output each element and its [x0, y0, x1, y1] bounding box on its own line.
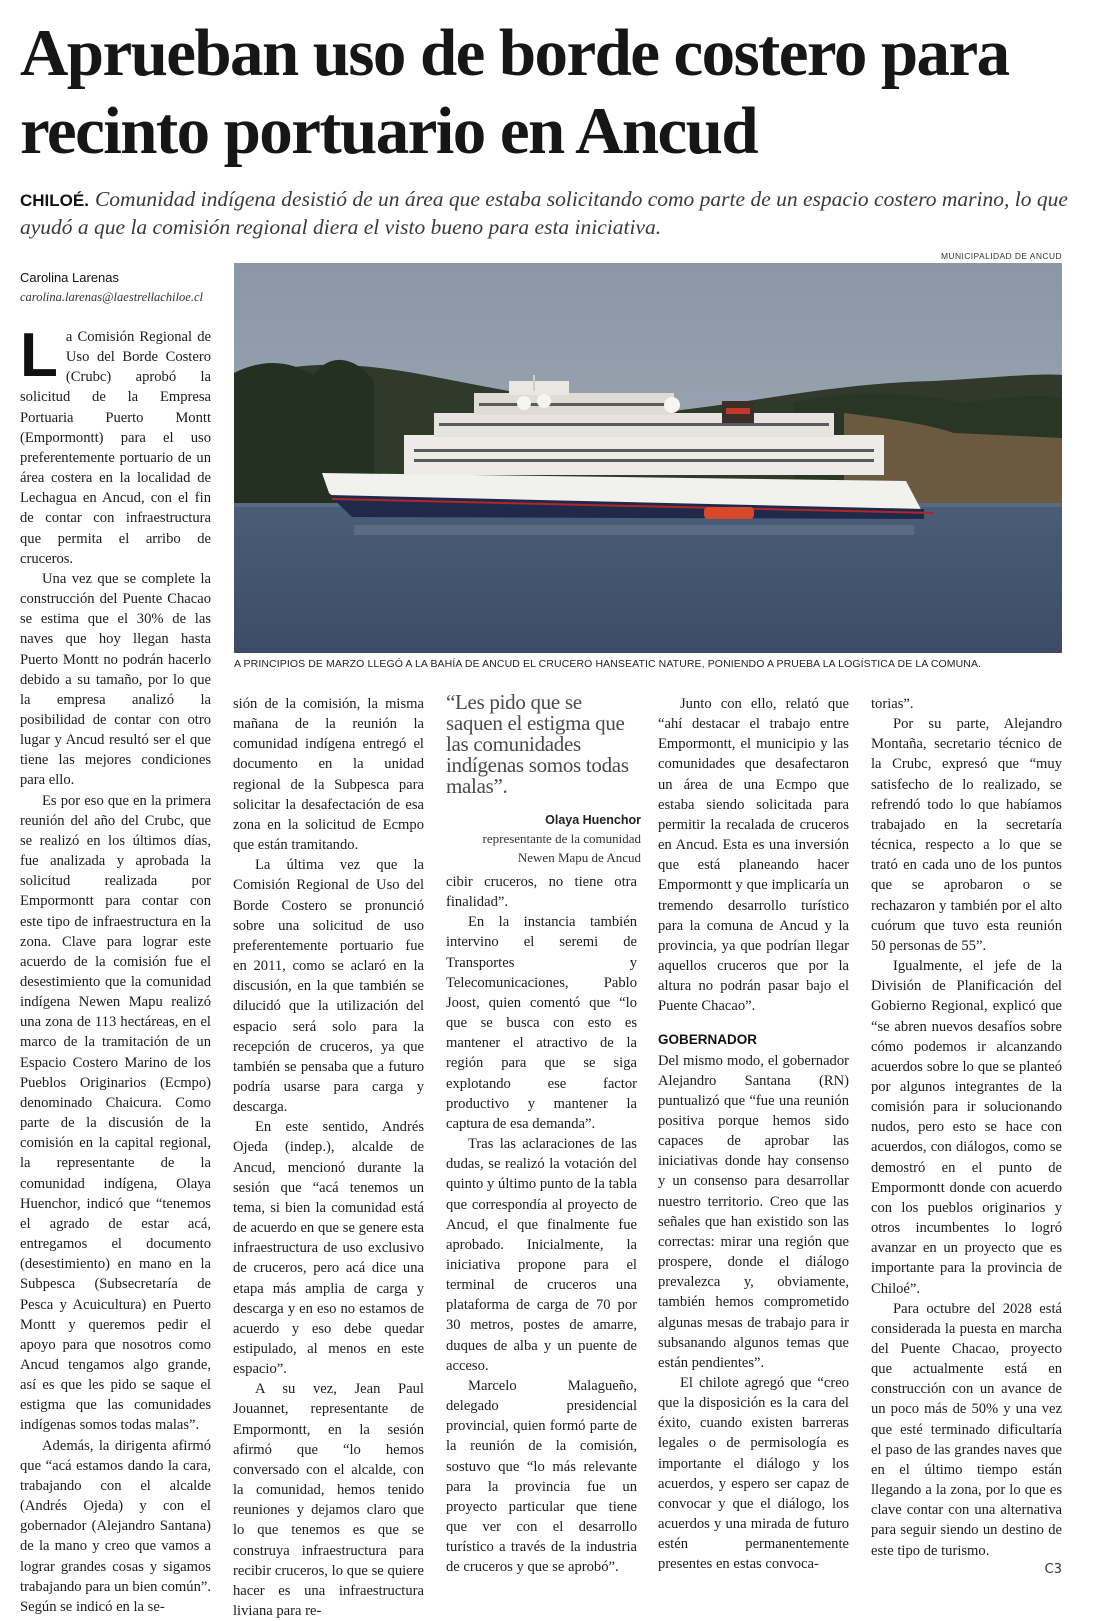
paragraph-13-cont: torias”. [871, 696, 914, 712]
paragraph-10: Marcelo Malagueño, delegado presidencial provincial, quien formó parte de la reunión de la comisión, sostuvo que “lo más relevante para la provincia fue un proyecto particular que tiene que ver con el desarrollo turístico a través de la industria de cruceros y que se aprobó”. [446, 1377, 637, 1576]
column-2 [233, 694, 424, 1620]
paragraph-2: Una vez que se complete la construcción del Puente Chacao se estima que el 30% de las naves que hoy llegan hasta Puerto Montt no podrán hacerlo debido a su tamaño, por lo que la empresa analizó la posibilidad de contar con otro lugar y Ancud resultó ser el que tiene las mejores condiciones para ello. [20, 570, 211, 789]
pull-quote-speaker: Olaya Huenchor [545, 813, 641, 827]
paragraph-7-cont: cibir cruceros, no tiene otra finalidad”. [446, 874, 637, 911]
cruise-ship-photo [234, 263, 1062, 653]
paragraph-14: Por su parte, Alejandro Montaña, secretario técnico de la Crubc, expresó que “muy satisfecho de lo realizado, se refrendó todo lo que habíamos trabajado en la secretaría técnica, respecto a lo que se trató en cada uno de los puntos que se aprobaron o se rechazaron y también por el alto cuórum que tuvo esta reunión 50 personas de 55”. [871, 716, 1062, 954]
paragraph-1-text: a Comisión Regional de Uso del Borde Costero (Crubc) aprobó la solicitud de la Empresa Portuaria Puerto Montt (Empormontt) para el uso preferentemente portuario de un área costera en la localidad de Lechagua en Ancud, con el fin de contar con infraestructura que permita el arribo de cruceros. [20, 329, 211, 567]
paragraph-11: Junto con ello, relató que “ahí destacar el trabajo entre Empormontt, el municipio y las comunidades que desafectaron un área de una Ecmpo que estaba siendo solicitada para permitir la recalada de cruceros en Ancud. Esta es una inversión que está planeando hacer Empormontt y que implicaría un tremendo desarrollo turístico para la comuna de Ancud y la provincia, ya que podrían llegar aquellos cruceros que por la altura no podrán pasar bajo el Puente Chacao”. [658, 696, 849, 1015]
headline: Aprueban uso de borde costero para recinto portuario en Ancud [20, 16, 1009, 168]
paragraph-3: Es por eso que en la primera reunión del año del Crubc, que se realizó en los últimos días, fue analizada y aprobada la solicitud realizada por Empormontt para contar con este tipo de infraestructura en la zona. Clave para lograr este acuerdo de la comisión fue el desestimiento que la comunidad indígena Newen Mapu realizó una zona de 113 hectáreas, en el marco de la tramitación de un Espacio Costero Marino de los Pueblos Originarios (Ecmpo) denominado Chaicura. Como parte de la discusión de la comisión en la capital regional, la representante de la comunidad indígena, Olaya Huenchor, indicó que “tenemos el agrado de estar acá, entregamos el documento (desestimiento) en mano en la Subpesca (Subsecretaría de Pesca y Acuicultura) en Puerto Montt y queremos pedir el apoyo para que nosotros como Ancud tengamos algo grande, así es que les pido se saque el estigma que las comunidades indígenas somos todas malas”. [20, 792, 211, 1434]
paragraph-9: Tras las aclaraciones de las dudas, se realizó la votación del quinto y último punto de la tabla que correspondía al proyecto de Ancud, el que finalmente fue aprobado. Inicialmente, la iniciativa propone para el terminal de cruceros una plataforma de carga de 70 por 30 metros, postes de amarre, duques de alba y un puente de acceso. [446, 1136, 637, 1374]
paragraph-15: Igualmente, el jefe de la División de Planificación del Gobierno Regional, explicó que “se abren nuevos desafíos sobre cómo podemos ir alcanzando acuerdos sobre lo que se planteó por algunos integrantes de la comisión para ir solucionando nudos, pero esto se hace con acuerdos, con diálogos, como se demostró en el punto de Empormontt donde con acuerdo con los pueblos originarios y otros incumbentes lo logró avanzar en un proyecto que es importante para la provincia de Chiloé”. [871, 958, 1062, 1297]
column-4 [658, 694, 849, 1585]
paragraph-1 [20, 321, 211, 569]
column-1 [20, 321, 211, 1615]
paragraph-12: Del mismo modo, el gobernador Alejandro Santana (RN) puntualizó que “fue una reunión positiva porque hemos sido capaces de aprobar las iniciativas donde hay consenso y un consenso para desarrollar nuestro territorio. Creo que las señales que han existido son las correctas: mirar una región que prospere, donde el diálogo prevalezca y, obviamente, también hemos comprometido algunas mesas de trabajo para ir subsanando algunos temas que están pendientes”. [658, 1052, 849, 1371]
end-mark: C3 [1044, 1562, 1062, 1577]
drop-cap: L [20, 321, 58, 390]
deck-text: Comunidad indígena desistió de un área que estaba solicitando como parte de un espacio costero marino, lo que ayudó a que la comisión regional diera el visto bueno para esta iniciativa. [20, 187, 1068, 239]
author-email: carolina.larenas@laestrellachiloe.cl [20, 290, 203, 304]
paragraph-13: El chilote agregó que “creo que la disposición es la cara del éxito, cuando existen barreras legales o de permisología es importante el diálogo y los acuerdos, y espero ser capaz de convocar y que el diálogo, los acuerdos y una mirada de futuro estén permanentemente presentes en estas convoca- [658, 1375, 849, 1573]
pull-quote [446, 692, 641, 867]
pull-quote-role: representante de la comunidad Newen Mapu de Ancud [482, 831, 641, 865]
kicker: CHILOÉ. [20, 191, 89, 210]
paragraph-6: En este sentido, Andrés Ojeda (indep.), alcalde de Ancud, mencionó durante la sesión que “acá tenemos un tema, si bien la comunidad está de acuerdo en que se genere esta infraestructura de uso exclusivo de cruceros, pero acá dice una etapa más amplia de carga y descarga y en eso no estamos de acuerdo y eso debe quedar estipulado, al menos en este espacio”. [233, 1119, 424, 1378]
paragraph-7: A su vez, Jean Paul Jouannet, representante de Empormontt, en la sesión afirmó que “lo hemos conversado con el alcalde, con la comunidad, hemos tenido reuniones y dejamos claro que lo que tenemos es que se construya infraestructura para recibir cruceros, lo que se quiere hacer es una infraestructura liviana para re- [233, 1381, 424, 1620]
deck [20, 186, 1080, 241]
column-3 [446, 872, 637, 1585]
paragraph-4-cont: sión de la comisión, la misma mañana de la reunión la comunidad indígena entregó el documento en la unidad regional de la Subpesca para solicitar la desafectación de esa zona en la solicitud de Ecmpo que están tramitando. [233, 696, 424, 854]
paragraph-16: Para octubre del 2028 está considerada la puesta en marcha del Puente Chacao, proyecto que actualmente está en construcción con un avance de un poco más de 50% y una vez que esté terminado dificultaría el paso de las grandes naves que en el último tiempo están llegando a la zona, por lo que es clave contar con una alternativa para seguir siendo un destino de este tipo de turismo. [871, 1300, 1062, 1559]
paragraph-8: En la instancia también intervino el seremi de Transportes y Telecomunicaciones, Pablo Joost, quien comentó que “lo que se busca con esto es mantener el atractivo de la región para que se siga explotando ese factor productivo y mantener la captura de esa demanda”. [446, 914, 637, 1132]
photo-credit: MUNICIPALIDAD DE ANCUD [940, 251, 1062, 261]
paragraph-5: La última vez que la Comisión Regional de Uso del Borde Costero se pronunció sobre una solicitud de uso preferentemente portuario fue en 2011, como se aclaró en la discusión, en la que también se dilucidó que la utilización del espacio será solo para la recepción de cruceros, ya que también se pensaba que a futuro podría usarse para carga y descarga. [233, 857, 424, 1116]
column-5 [871, 694, 1062, 1585]
photo-caption: A PRINCIPIOS DE MARZO LLEGÓ A LA BAHÍA DE ANCUD EL CRUCERO HANSEATIC NATURE, PONIENDO A PRUEBA LA LOGÍSTICA DE LA COMUNA. [234, 658, 982, 670]
pull-quote-text: “Les pido que se saquen el estigma que las comunidades indígenas somos todas malas”. [446, 690, 629, 798]
author-name: Carolina Larenas [20, 270, 120, 285]
paragraph-4: Además, la dirigenta afirmó que “acá estamos dando la cara, trabajando con el alcalde (Andrés Ojeda) y con el gobernador (Alejandro Santana) de la mano y creo que vamos a lograr grandes cosas y sigamos trabajando para un bien común”. Según se indicó en la se- [20, 1437, 211, 1615]
subhead-gobernador: GOBERNADOR [658, 1031, 758, 1047]
byline [20, 270, 220, 305]
